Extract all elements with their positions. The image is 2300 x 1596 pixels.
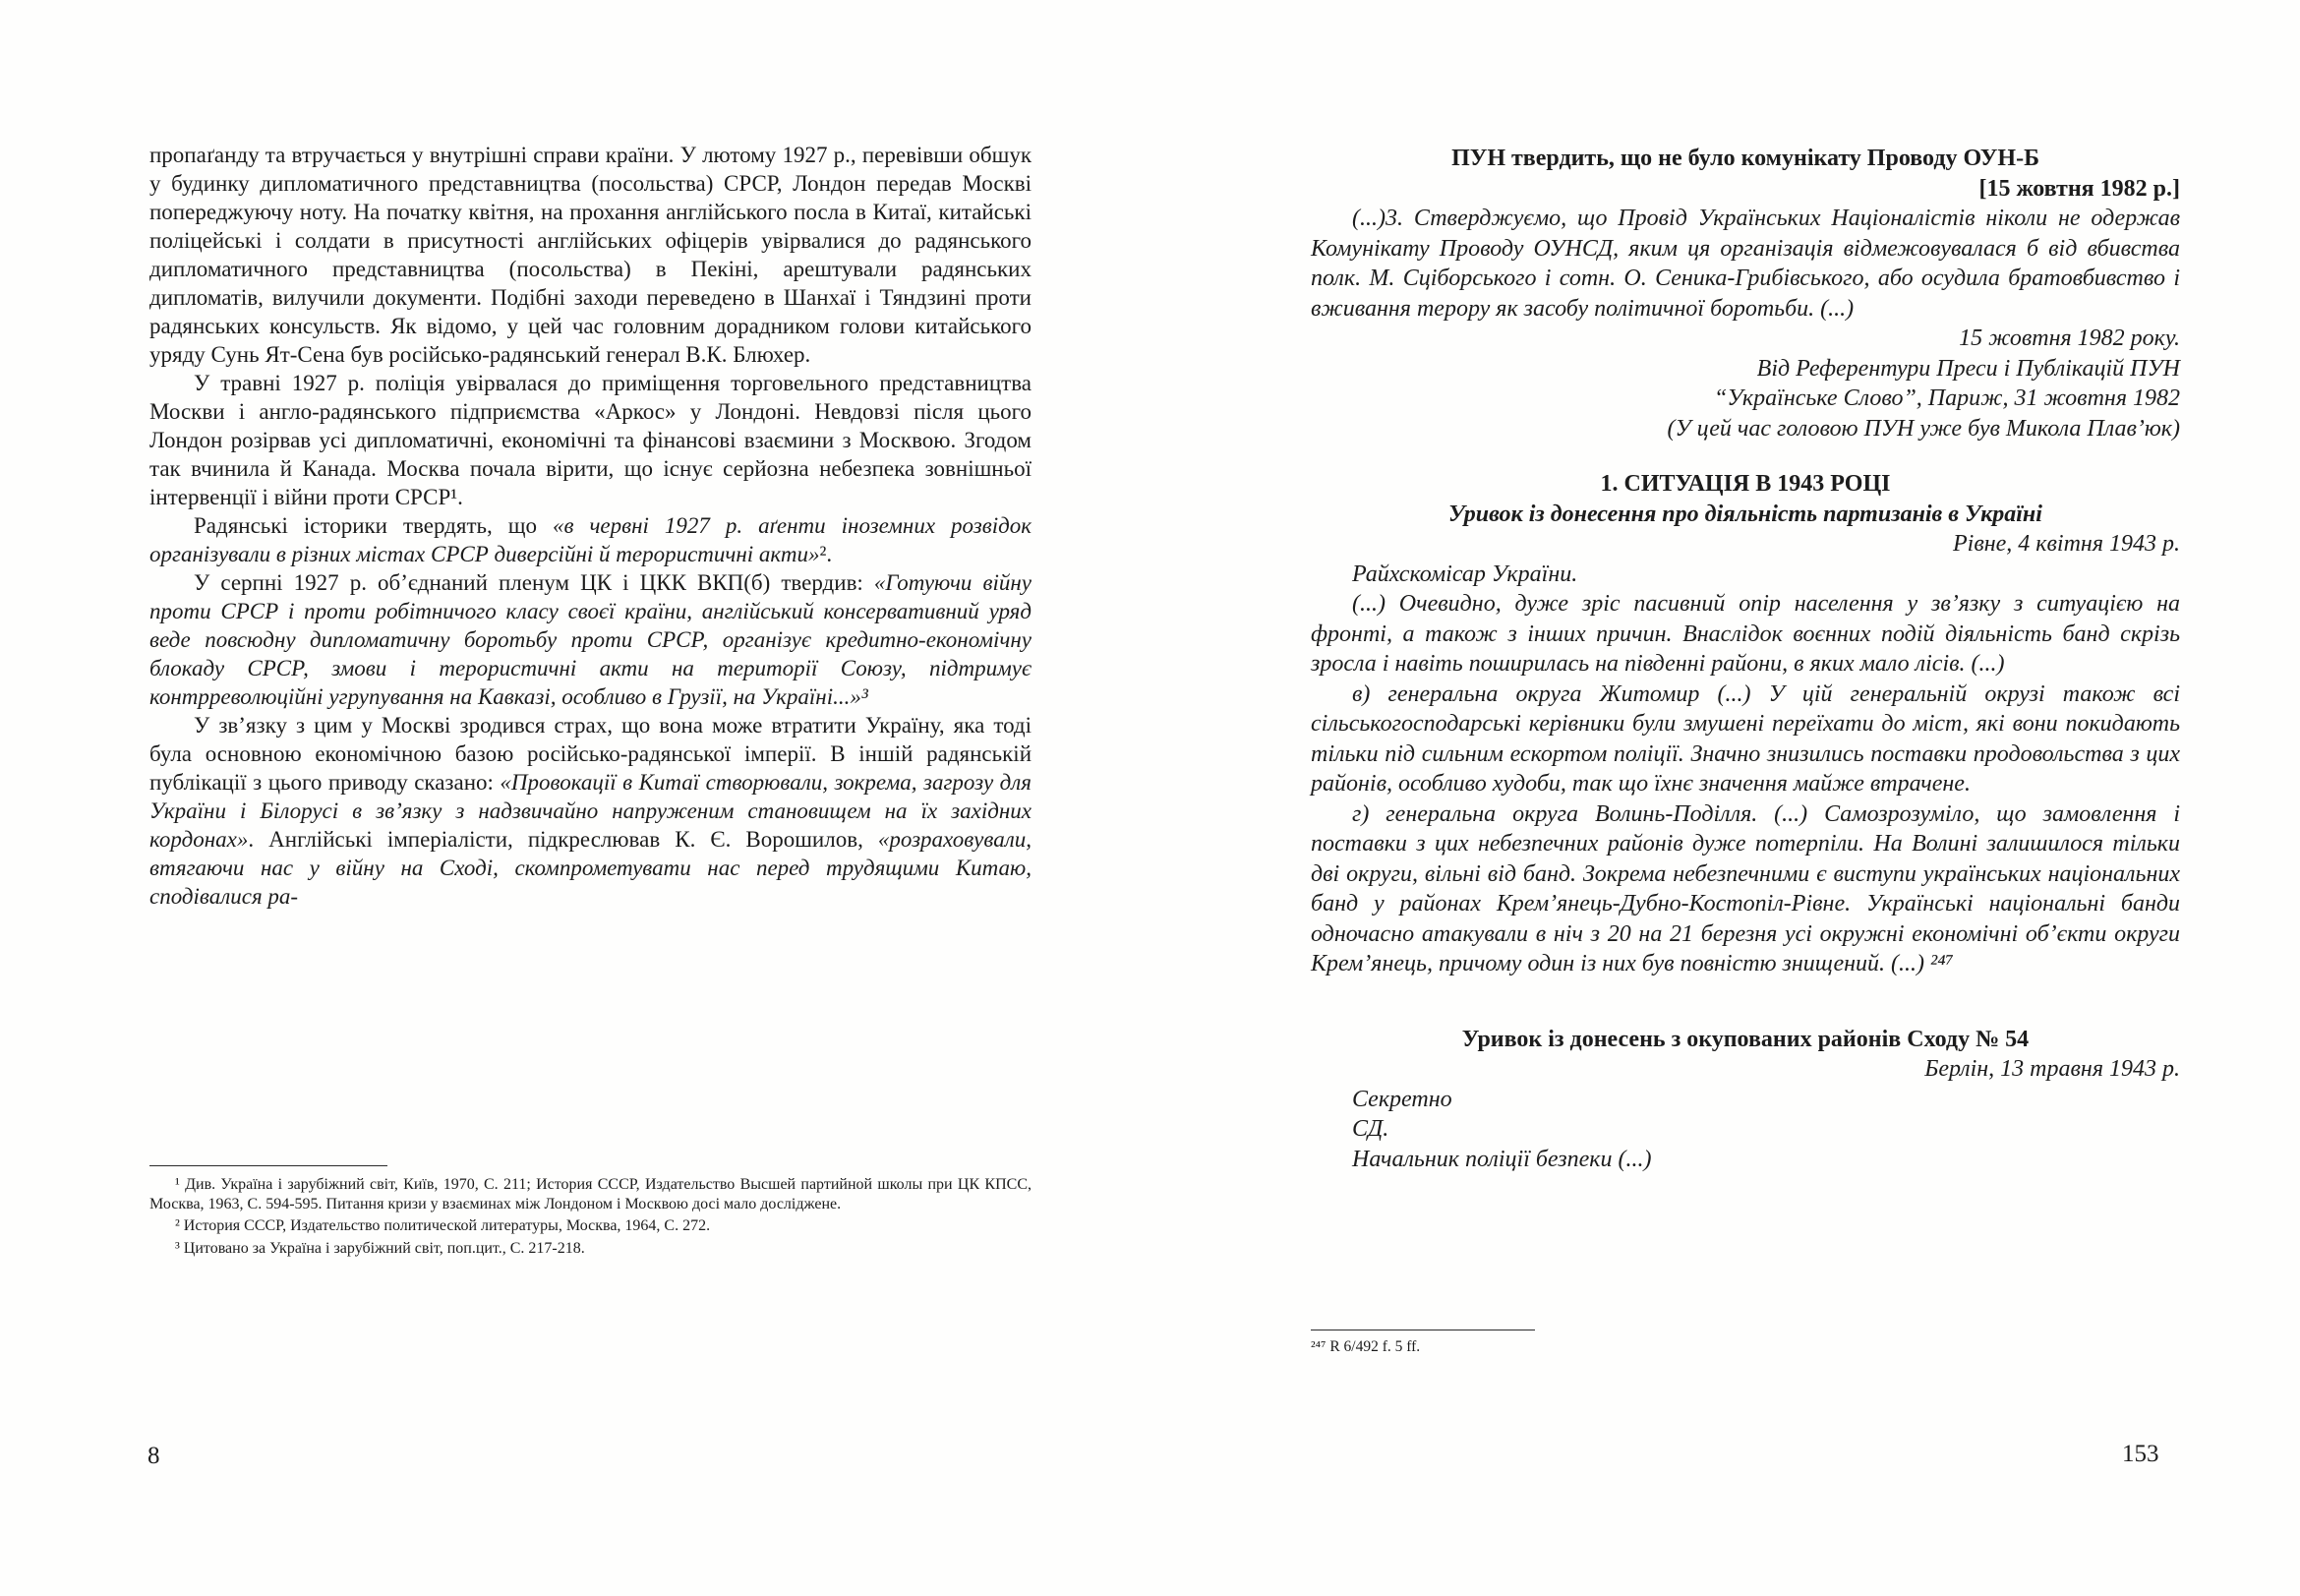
text-segment: У зв’язку з цим у Москві зродився страх, що вона може втратити Україну, яка тоді була основною економічною базою російсько-радянської імперії. В іншій радянській публікації з цього приводу сказано: [149, 713, 1032, 795]
paragraph: в) генеральна округа Житомир (...) У цій генеральній окрузі також всі сільськогосподарські керівники були змушені переїхати до міст, які вони покидають тільки під сильним ескортом поліції. Значно знизились поставки продовольства з цих районів, особливо худоби, так що їхнє значення майже втрачене. [1311, 680, 2180, 797]
document-title: ПУН твердить, що не було комунікату Проводу ОУН-Б [1451, 146, 2039, 171]
footnote: ² История СССР, Издательство политической литературы, Москва, 1964, С. 272. [175, 1217, 711, 1234]
text-segment: . Англійські імперіалісти, підкреслював К. Є. Ворошилов, [248, 827, 878, 852]
paragraph [149, 711, 1032, 911]
signature-line: 15 жовтня 1982 року. [1959, 325, 2180, 351]
signature-line: “Українське Слово”, Париж, 31 жовтня 1982 [1714, 385, 2180, 411]
quoted-text-segment: «Провокації в Китаї створювали, зокрема, загрозу для України і Білорусі в зв’язку з надзвичайно напруженим становищем на їх західних кордонах» [149, 770, 1032, 852]
text-segment: У серпні 1927 р. об’єднаний пленум ЦК і ЦКК ВКП(б) твердив: [194, 570, 874, 595]
signature-line: (У цей час головою ПУН уже був Микола Плав’юк) [1667, 415, 2180, 442]
section-subtitle: Уривок із донесення про діяльність партизанів в Україні [1448, 501, 2042, 527]
text-segment: Радянські історики твердять, що [194, 513, 553, 538]
right-page-footnote [1311, 1330, 2180, 1356]
paragraph [149, 511, 1032, 568]
dateline: Рівне, 4 квітня 1943 р. [1952, 531, 2180, 557]
dateline: Берлін, 13 травня 1943 р. [1924, 1056, 2180, 1082]
paragraph: У травні 1927 р. поліція увірвалася до приміщення торговельного представництва Москви і англо-радянського підприємства «Аркос» у Лондоні. Невдовзі після цього Лондон розірвав усі дипломатичні, економічні та фінансові взаємини з Москвою. Згодом так вчинила й Канада. Москва почала вірити, що існує серйозна небезпека зовнішньої інтервенції і війни проти СРСР¹. [149, 371, 1032, 509]
paragraph: (...) Очевидно, дуже зріс пасивний опір населення у зв’язку з ситуацією на фронті, а також з інших причин. Внаслідок воєнних подій діяльність банд скрізь зросла і навіть поширилась на південні райони, в яких мало лісів. (...) [1311, 591, 2180, 677]
paragraph: пропаґанду та втручається у внутрішні справи країни. У лютому 1927 р., перевівши обшук у будинку дипломатичного представництва (посольства) СРСР, Лондон передав Москві попереджуючу ноту. На початку квітня, на прохання англійського посла в Китаї, китайські поліцейські і солдати в присутності англійських офіцерів увірвалися до радянського дипломатичного представництва (посольства) в Пекіні, арештували радянських дипломатів, вилучили документи. Подібні заходи переведено в Шанхаї і Тяндзині проти радянських консульств. Як відомо, у цей час головним дорадником голови китайського уряду Сунь Ят-Сена був російсько-радянський генерал В.К. Блюхер. [149, 143, 1032, 367]
text-segment: ². [819, 542, 833, 566]
quoted-text-segment: «в червні 1927 р. аґенти іноземних розвідок організували в різних містах СРСР диверсійні й терористичні акти» [149, 513, 1032, 566]
paragraph [149, 568, 1032, 711]
footnote-separator-rule [149, 1165, 387, 1166]
quoted-text-segment: «розраховували, втягаючи нас у війну на Сході, скомпрометувати нас перед трудящими Китаю, сподівалися ра- [149, 827, 1032, 909]
quoted-text-segment: «Готуючи війну проти СРСР і проти робітничого класу своєї країни, англійський консервативний уряд веде повсюдну дипломатичну боротьбу проти СРСР, організує кредитно-економічну блокаду СРСР, змови і терористичні акти на території Союзу, підтримує контрреволюційні угрупування на Кавказі, особливо в Грузії, на Україні...»³ [149, 570, 1032, 709]
page-number-right: 153 [2122, 1441, 2159, 1467]
document-date-bracket: [15 жовтня 1982 р.] [1978, 175, 2180, 202]
sender-line: Начальник поліції безпеки (...) [1352, 1146, 1652, 1172]
section-heading: 1. СИТУАЦІЯ В 1943 РОЦІ [1600, 471, 1891, 497]
signature-line: Від Референтури Преси і Публікацій ПУН [1756, 355, 2180, 382]
document-title: Уривок із донесень з окупованих районів Сходу № 54 [1461, 1026, 2030, 1052]
right-page-body-text [1311, 144, 2180, 1174]
paragraph: г) генеральна округа Волинь-Поділля. (...) Самозрозуміло, що замовлення і поставки з цих небезпечних районів дуже потерпіли. На Волині залишилося тільки дві округи, вільні від банд. Зокрема небезпечними є виступи українських національних банд у районах Крем’янець-Дубно-Костопіл-Рівне. Українські національні банди одночасно атакували в ніч з 20 на 21 березня усі окружні економічні об’єкти округи Крем’янець, причому один із них був повністю знищений. (...) ²⁴⁷ [1311, 800, 2180, 976]
left-page-body-text [149, 141, 1032, 911]
page-number-left: 8 [147, 1443, 160, 1469]
footnote: ³ Цитовано за Україна і зарубіжний світ, поп.цит., С. 217-218. [175, 1239, 585, 1257]
footnote: ²⁴⁷ R 6/492 f. 5 ff. [1311, 1338, 1421, 1355]
addressee-line: Райхскомісар України. [1352, 561, 1578, 587]
agency-line: СД. [1352, 1116, 1389, 1142]
classification-line: Секретно [1352, 1086, 1452, 1112]
footnote: ¹ Див. Україна і зарубіжний світ, Київ, 1970, С. 211; История СССР, Издательство Высшей партийной школы при ЦК КПСС, Москва, 1963, С. 594-595. Питання кризи у взаєминах між Лондоном і Москвою досі мало досліджене. [149, 1176, 1032, 1212]
paragraph: (...)3. Стверджуємо, що Провід Українських Націоналістів ніколи не одержав Комунікату Проводу ОУНСД, яким ця організація відмежовувалася б від вбивства полк. М. Сціборського і сотн. О. Сеника-Грибівського, або осудила братовбивство і вживання терору як засобу політичної боротьби. (...) [1311, 206, 2180, 322]
left-page-footnotes [149, 1165, 1032, 1261]
